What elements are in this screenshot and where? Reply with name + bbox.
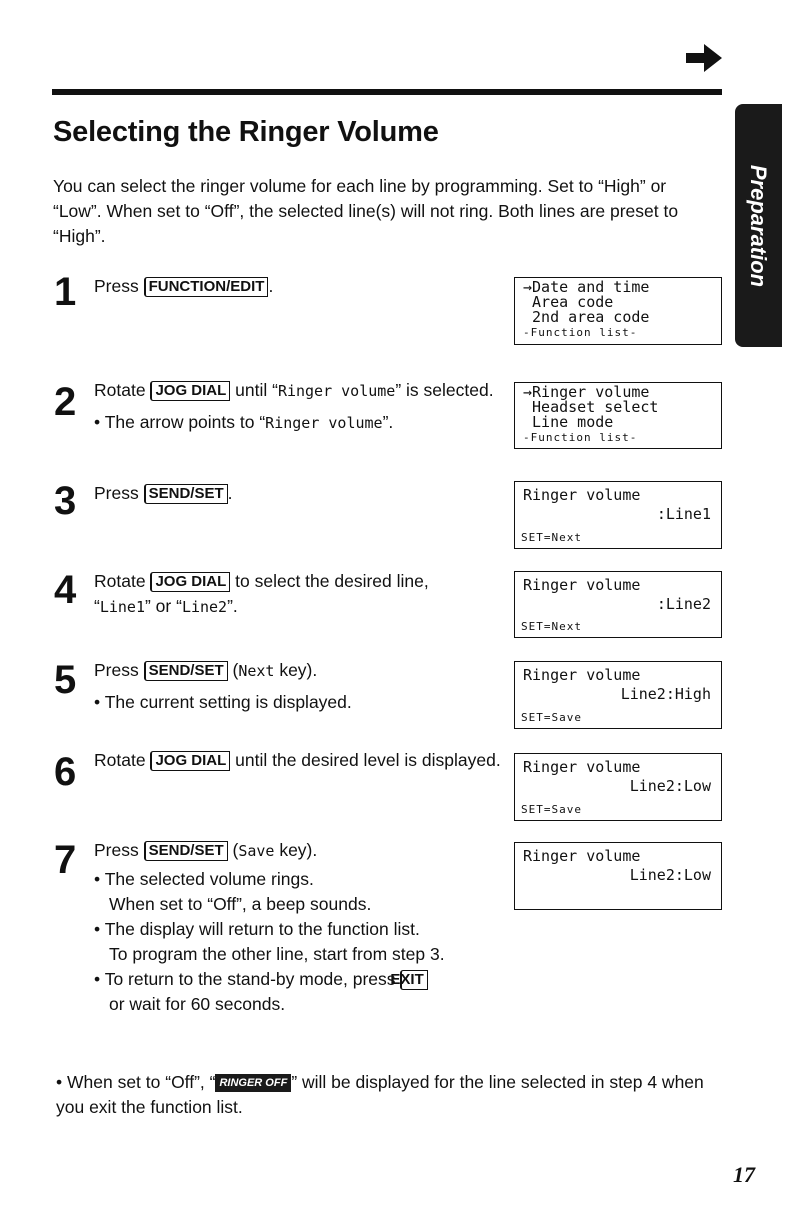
lcd-display-ringer-volume-select: →Ringer volume Headset select Line mode -Function list- — [514, 382, 722, 449]
step-number: 4 — [54, 568, 77, 612]
step-number: 3 — [54, 479, 77, 523]
step-1: Press FUNCTION/EDIT . — [94, 276, 274, 296]
footnote: • When set to “Off”, “ RINGER OFF ” will be displayed for the line selected in step 4 when you exit the function list. — [56, 1072, 704, 1117]
next-page-arrow-icon — [686, 44, 722, 72]
send-set-key: SEND/SET — [144, 841, 228, 861]
ringer-off-indicator: RINGER OFF — [215, 1074, 291, 1092]
page-title: Selecting the Ringer Volume — [53, 116, 439, 148]
jog-dial-key: JOG DIAL — [150, 381, 230, 401]
lcd-display-line2-low: Ringer volume Line2:Low SET=Save — [514, 753, 722, 821]
jog-dial-key: JOG DIAL — [150, 572, 230, 592]
exit-key: EXIT — [400, 970, 427, 990]
step-7: Press SEND/SET (Save key). • The selected volume rings. When set to “Off”, a beep sounds. • The display will return to the function list. To program the other line, start from step 3. • To return to the stand-by mode, press EXIT or wait for 60 seconds. — [94, 840, 445, 1014]
intro-text: You can select the ringer volume for each line by programming. Set to “High” or “Low”. When set to “Off”, the selected line(s) will not ring. Both lines are preset to “High”. — [53, 176, 679, 246]
step-5: Press SEND/SET (Next key). • The current setting is displayed. — [94, 660, 352, 712]
step-number: 2 — [54, 380, 77, 424]
lcd-display-function-list: →Date and time Area code 2nd area code -Function list- — [514, 277, 722, 345]
step-6: Rotate JOG DIAL until the desired level is displayed. — [94, 750, 501, 770]
page-number: 17 — [733, 1162, 755, 1187]
step-2: Rotate JOG DIAL until “Ringer volume” is selected. • The arrow points to “Ringer volume”. — [94, 380, 494, 432]
lcd-display-line2: Ringer volume :Line2 SET=Next — [514, 571, 722, 638]
header-rule — [52, 89, 722, 95]
step-4: Rotate JOG DIAL to select the desired line, “Line1” or “Line2”. — [94, 571, 429, 616]
step-number: 7 — [54, 838, 77, 882]
lcd-display-line2-low-saved: Ringer volume Line2:Low — [514, 842, 722, 910]
lcd-display-line2-high: Ringer volume Line2:High SET=Save — [514, 661, 722, 729]
step-3: Press SEND/SET . — [94, 483, 233, 503]
step-number: 5 — [54, 658, 77, 702]
send-set-key: SEND/SET — [144, 484, 228, 504]
lcd-display-line1: Ringer volume :Line1 SET=Next — [514, 481, 722, 549]
step-number: 1 — [54, 270, 77, 314]
function-edit-key: FUNCTION/EDIT — [144, 277, 269, 297]
send-set-key: SEND/SET — [144, 661, 228, 681]
section-tab: Preparation — [735, 104, 782, 347]
step-number: 6 — [54, 750, 77, 794]
jog-dial-key: JOG DIAL — [150, 751, 230, 771]
